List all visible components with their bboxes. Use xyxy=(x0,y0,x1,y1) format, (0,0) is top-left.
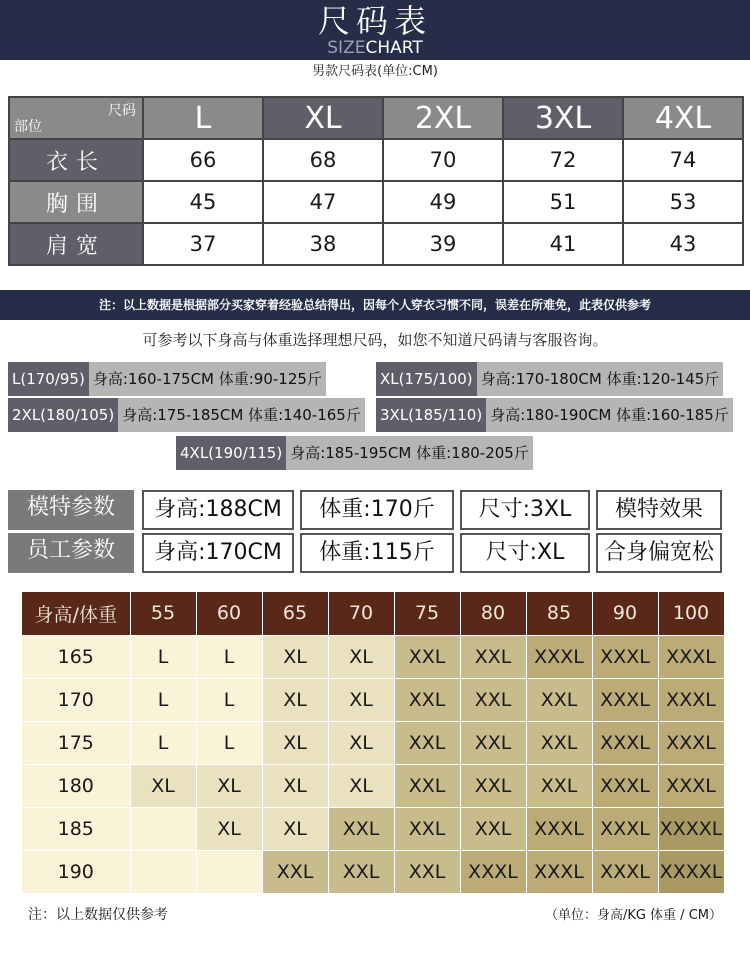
height-label: 175 xyxy=(22,721,130,764)
table-cell: 66 xyxy=(143,139,263,181)
staff-weight: 体重:115斤 xyxy=(300,533,454,573)
size-cell: XL xyxy=(262,807,328,850)
size-cell: L xyxy=(196,721,262,764)
height-label: 190 xyxy=(22,850,130,893)
size-cell: XXL xyxy=(460,635,526,678)
size-cell: XL xyxy=(328,635,394,678)
hw-corner: 身高/体重 xyxy=(22,592,130,635)
size-cell: L xyxy=(196,635,262,678)
height-weight-table xyxy=(22,592,725,894)
size-cell xyxy=(130,850,196,893)
row-label: 胸围 xyxy=(9,181,143,223)
size-cell: XXL xyxy=(394,850,460,893)
weight-header: 65 xyxy=(262,592,328,635)
size-cell: XXL xyxy=(328,850,394,893)
size-header-cell: 3XL xyxy=(503,97,623,139)
model-height: 身高:188CM xyxy=(142,490,294,530)
recommend-info: 身高:160-175CM 体重:90-125斤 xyxy=(89,362,326,396)
model-weight: 体重:170斤 xyxy=(300,490,454,530)
table-cell: 53 xyxy=(623,181,743,223)
size-cell: XXL xyxy=(460,764,526,807)
table-cell: 38 xyxy=(263,223,383,265)
table-row xyxy=(22,635,724,678)
weight-header: 55 xyxy=(130,592,196,635)
recommend-size: XL(175/100) xyxy=(376,362,477,396)
recommend-info: 身高:185-195CM 体重:180-205斤 xyxy=(286,436,533,470)
size-cell: XXXXL xyxy=(658,807,724,850)
size-cell: XL xyxy=(328,678,394,721)
table-row xyxy=(22,721,724,764)
size-cell: L xyxy=(130,678,196,721)
recommend-item xyxy=(376,362,723,396)
size-cell: XXL xyxy=(328,807,394,850)
size-header-cell: 2XL xyxy=(383,97,503,139)
size-cell: XXXL xyxy=(658,635,724,678)
subtitle-size: SIZE xyxy=(327,38,366,58)
size-cell: XL xyxy=(130,764,196,807)
size-cell: XL xyxy=(262,678,328,721)
size-cell: XXL xyxy=(526,721,592,764)
height-label: 170 xyxy=(22,678,130,721)
table-cell: 47 xyxy=(263,181,383,223)
disclaimer-bar: 注：以上数据是根据部分买家穿着经验总结得出，因每个人穿衣习惯不同，误差在所难免，此表仅供参考 xyxy=(0,290,750,320)
size-header-cell: XL xyxy=(263,97,383,139)
size-cell: XXXXL xyxy=(658,850,724,893)
weight-header: 100 xyxy=(658,592,724,635)
size-cell: XXXL xyxy=(592,807,658,850)
recommend-size: 2XL(180/105) xyxy=(8,398,118,432)
footer-note: 注：以上数据仅供参考 xyxy=(28,907,168,923)
size-cell: XXL xyxy=(394,807,460,850)
weight-header: 80 xyxy=(460,592,526,635)
size-cell: XXXL xyxy=(592,850,658,893)
weight-header: 70 xyxy=(328,592,394,635)
size-cell: XL xyxy=(262,721,328,764)
size-cell: XXL xyxy=(394,635,460,678)
recommend-item xyxy=(8,398,365,432)
staff-label: 员工参数 xyxy=(8,533,134,573)
size-cell: XXXL xyxy=(526,850,592,893)
size-cell: XXL xyxy=(526,764,592,807)
table-cell: 51 xyxy=(503,181,623,223)
size-cell: XXXL xyxy=(460,850,526,893)
size-cell: XXXL xyxy=(658,721,724,764)
size-cell: XXL xyxy=(262,850,328,893)
size-cell: XL xyxy=(196,807,262,850)
hw-header-row xyxy=(22,592,724,635)
recommend-item xyxy=(8,362,326,396)
table-cell: 45 xyxy=(143,181,263,223)
table-row xyxy=(22,764,724,807)
recommend-info: 身高:170-180CM 体重:120-145斤 xyxy=(477,362,724,396)
table-cell: 39 xyxy=(383,223,503,265)
size-cell: XXL xyxy=(460,678,526,721)
row-label: 肩宽 xyxy=(9,223,143,265)
table-row xyxy=(9,181,743,223)
size-cell: L xyxy=(196,678,262,721)
size-cell xyxy=(130,807,196,850)
advice-text: 可参考以下身高与体重选择理想尺码，如您不知道尺码请与客服咨询。 xyxy=(142,331,608,349)
table-cell: 41 xyxy=(503,223,623,265)
footer-units: （单位：身高/KG 体重 / CM） xyxy=(544,908,722,923)
weight-header: 90 xyxy=(592,592,658,635)
table-cell: 49 xyxy=(383,181,503,223)
size-cell: XXL xyxy=(394,678,460,721)
size-cell: XL xyxy=(262,635,328,678)
table-row xyxy=(9,139,743,181)
row-label: 衣长 xyxy=(9,139,143,181)
weight-header: 85 xyxy=(526,592,592,635)
size-cell: XXXL xyxy=(592,635,658,678)
height-label: 180 xyxy=(22,764,130,807)
staff-effect: 合身偏宽松 xyxy=(596,533,722,573)
staff-height: 身高:170CM xyxy=(142,533,294,573)
size-cell: XXXL xyxy=(592,678,658,721)
size-cell: XXXL xyxy=(592,721,658,764)
size-header-cell: L xyxy=(143,97,263,139)
size-cell: XXL xyxy=(394,721,460,764)
size-cell: XXL xyxy=(460,807,526,850)
size-table xyxy=(8,96,744,266)
table-row xyxy=(22,807,724,850)
size-cell: L xyxy=(130,635,196,678)
subtitle-chart: CHART xyxy=(365,38,423,58)
header-banner xyxy=(0,0,750,60)
table-cell: 37 xyxy=(143,223,263,265)
size-cell: XXXL xyxy=(526,635,592,678)
recommend-item xyxy=(376,398,733,432)
size-cell: XXXL xyxy=(658,764,724,807)
recommend-item xyxy=(176,436,533,470)
size-table-corner xyxy=(9,97,143,139)
weight-header: 75 xyxy=(394,592,460,635)
size-cell: XXL xyxy=(526,678,592,721)
size-cell: XL xyxy=(328,764,394,807)
table-caption: 男款尺码表(单位:CM) xyxy=(312,64,438,79)
table-cell: 68 xyxy=(263,139,383,181)
table-row xyxy=(9,223,743,265)
corner-size-label: 尺码 xyxy=(108,103,136,119)
size-cell xyxy=(196,850,262,893)
recommend-size: L(170/95) xyxy=(8,362,89,396)
table-cell: 70 xyxy=(383,139,503,181)
size-cell: XXL xyxy=(394,764,460,807)
recommend-info: 身高:175-185CM 体重:140-165斤 xyxy=(118,398,365,432)
size-cell: XXL xyxy=(460,721,526,764)
page-title: 尺码表 xyxy=(317,2,432,40)
size-cell: XXXL xyxy=(526,807,592,850)
size-header-cell: 4XL xyxy=(623,97,743,139)
recommend-size: 3XL(185/110) xyxy=(376,398,486,432)
size-cell: L xyxy=(130,721,196,764)
size-cell: XXXL xyxy=(658,678,724,721)
height-label: 185 xyxy=(22,807,130,850)
weight-header: 60 xyxy=(196,592,262,635)
staff-size: 尺寸:XL xyxy=(460,533,590,573)
model-effect: 模特效果 xyxy=(596,490,722,530)
table-cell: 74 xyxy=(623,139,743,181)
table-cell: 72 xyxy=(503,139,623,181)
corner-part-label: 部位 xyxy=(14,119,42,135)
size-header-row xyxy=(9,97,743,139)
size-cell: XXXL xyxy=(592,764,658,807)
table-row xyxy=(22,678,724,721)
model-size: 尺寸:3XL xyxy=(460,490,590,530)
height-label: 165 xyxy=(22,635,130,678)
table-row xyxy=(22,850,724,893)
model-label: 模特参数 xyxy=(8,490,134,530)
size-cell: XL xyxy=(328,721,394,764)
size-cell: XL xyxy=(262,764,328,807)
recommend-size: 4XL(190/115) xyxy=(176,436,286,470)
table-cell: 43 xyxy=(623,223,743,265)
recommend-info: 身高:180-190CM 体重:160-185斤 xyxy=(486,398,733,432)
page-subtitle-en xyxy=(0,38,750,58)
size-cell: XL xyxy=(196,764,262,807)
